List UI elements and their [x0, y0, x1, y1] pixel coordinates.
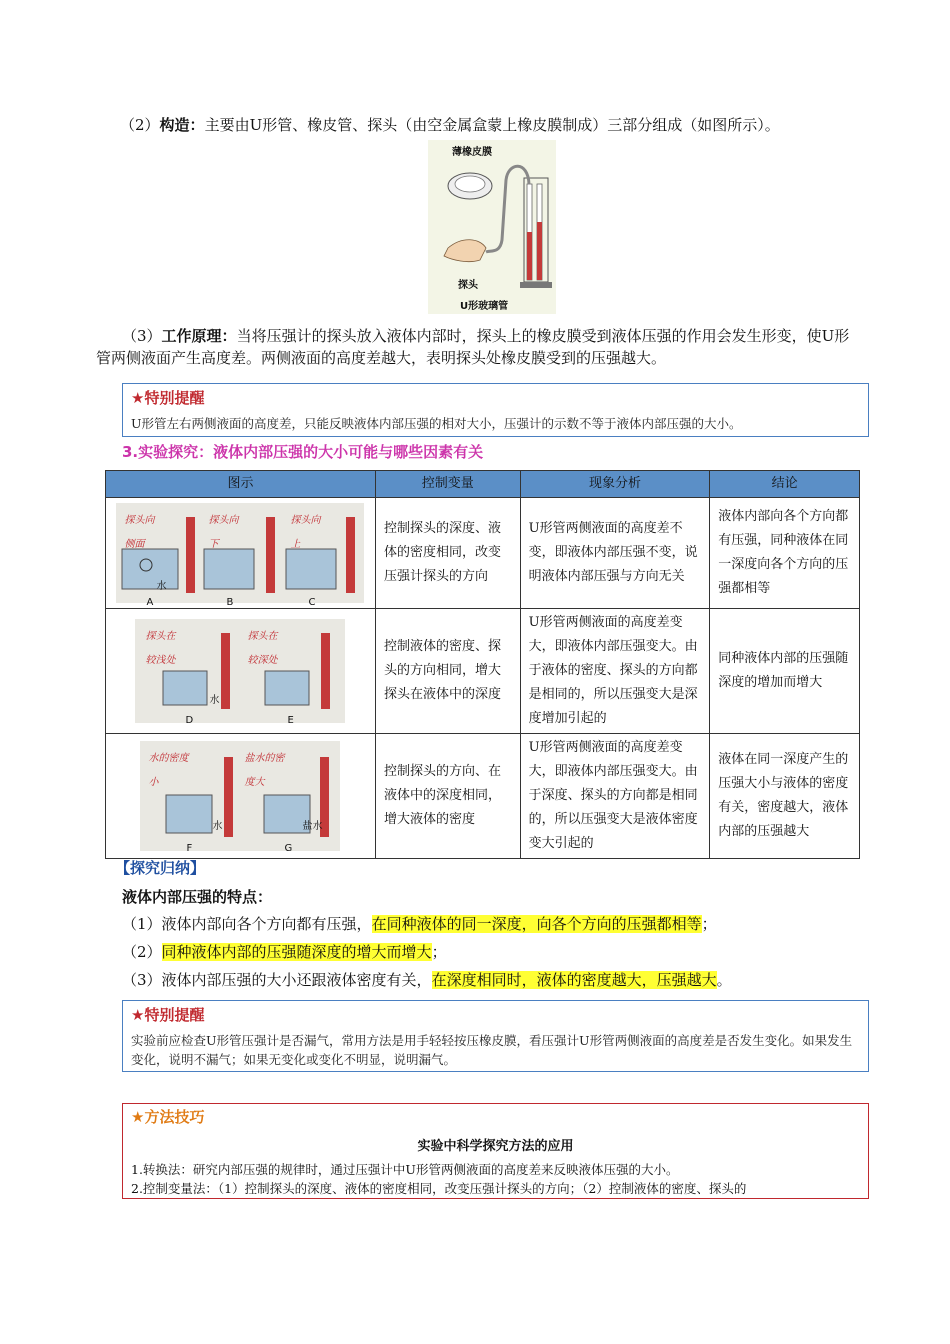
variable-cell: 控制液体的密度、探头的方向相同，增大探头在液体中的深度: [375, 609, 520, 734]
figure-note: 盐水的密度大: [244, 753, 285, 788]
figure-label: B: [226, 597, 234, 608]
water-label: 水: [212, 821, 223, 832]
reminder-title: ★特别提醒: [131, 389, 205, 407]
pressure-gauge-illustration: [428, 140, 556, 314]
figure-note: 探头在较浅处: [145, 631, 176, 666]
highlight: 在同种液体的同一深度，向各个方向的压强都相等: [371, 915, 702, 933]
figure-label: E: [287, 715, 294, 726]
reminder-title: ★特别提醒: [131, 1006, 205, 1024]
special-reminder-box-2: [122, 1000, 869, 1072]
special-reminder-box-1: [122, 383, 869, 437]
conclusion-cell: 同种液体内部的压强随深度的增加而增大: [710, 609, 860, 734]
summary-item-3: （3）液体内部压强的大小还跟液体密度有关，在深度相同时，液体的密度越大，压强越大。: [122, 971, 732, 989]
structure-num: （2）: [120, 116, 160, 134]
method-title: ★方法技巧: [131, 1108, 205, 1126]
method-line-2: 2.控制变量法：（1）控制探头的深度、液体的密度相同，改变压强计探头的方向；（2）控制液体的密度、探头的: [131, 1181, 747, 1196]
salt-water-label: 盐水: [302, 821, 323, 832]
method-box: [122, 1103, 869, 1199]
analysis-cell: U形管两侧液面的高度差不变，即液体内部压强不变，说明液体内部压强与方向无关: [520, 498, 710, 609]
pressure-gauge-figure: [428, 140, 556, 314]
label-probe: 探头: [458, 280, 478, 291]
principle-num: （3）: [122, 327, 162, 345]
variable-cell: 控制探头的方向、在液体中的深度相同，增大液体的密度: [375, 734, 520, 859]
figure-label: F: [186, 843, 193, 854]
table-row: [106, 609, 860, 734]
variable-cell: 控制探头的深度、液体的密度相同，改变压强计探头的方向: [375, 498, 520, 609]
summary-heading: 液体内部压强的特点：: [122, 888, 273, 906]
figure-note: 探头向侧面: [124, 515, 155, 550]
label-membrane: 薄橡皮膜: [452, 147, 492, 158]
reminder-text: 实验前应检查U形管压强计是否漏气，常用方法是用手轻轻按压橡皮膜，看压强计U形管两侧液面的高度差是否发生变化。如果发生变化，说明不漏气；如果无变化或变化不明显，说明漏气。: [131, 1033, 853, 1067]
table-row: [106, 498, 860, 609]
table-header: 图示: [106, 471, 376, 498]
figure-note: 探头向下: [208, 515, 239, 550]
highlight: 同种液体内部的压强随深度的增大而增大: [161, 943, 432, 961]
section-3-title: 3.实验探究：液体内部压强的大小可能与哪些因素有关: [122, 443, 484, 461]
conclusion-cell: 液体在同一深度产生的压强大小与液体的密度有关，密度越大，液体内部的压强越大: [710, 734, 860, 859]
experiment-table: [105, 470, 860, 859]
structure-text: 主要由U形管、橡皮管、探头（由空金属盒蒙上橡皮膜制成）三部分组成（如图所示）。: [204, 116, 780, 134]
table-header-row: [106, 471, 860, 498]
summary-item-2: （2）同种液体内部的压强随深度的增大而增大；: [122, 943, 447, 961]
highlight: 在深度相同时，液体的密度越大，压强越大: [431, 971, 717, 989]
figure-label: A: [146, 597, 154, 608]
table-row: [106, 734, 860, 859]
analysis-cell: U形管两侧液面的高度差变大，即液体内部压强变大。由于液体的密度、探头的方向都是相同的，所以压强变大是深度增加引起的: [520, 609, 710, 734]
summary-item-1: （1）液体内部向各个方向都有压强，在同种液体的同一深度，向各个方向的压强都相等；: [122, 915, 717, 933]
figure-note: 探头在较深处: [247, 631, 278, 666]
table-header: 结论: [710, 471, 860, 498]
principle-text: 当将压强计的探头放入液体内部时，探头上的橡皮膜受到液体压强的作用会发生形变，使U形管两侧液面产生高度差。两侧液面的高度差越大，表明探头处橡皮膜受到的压强越大。: [96, 327, 850, 367]
structure-paragraph: [120, 114, 880, 136]
figure-label: G: [284, 843, 293, 854]
summary-tag: 【探究归纳】: [115, 859, 206, 877]
analysis-cell: U形管两侧液面的高度差变大，即液体内部压强变大。由于深度、探头的方向都是相同的，所以压强变大是液体密度变大引起的: [520, 734, 710, 859]
structure-label: 构造：: [159, 116, 205, 134]
method-line-1: 1.转换法：研究内部压强的规律时，通过压强计中U形管两侧液面的高度差来反映液体压强的大小。: [131, 1162, 679, 1177]
conclusion-cell: 液体内部向各个方向都有压强，同种液体在同一深度向各个方向的压强都相等: [710, 498, 860, 609]
figure-label: C: [308, 597, 316, 608]
water-label: 水: [156, 581, 167, 592]
figure-de: [135, 619, 345, 726]
table-header: 现象分析: [520, 471, 710, 498]
method-heading: 实验中科学探究方法的应用: [417, 1139, 574, 1154]
principle-paragraph: [96, 325, 862, 369]
table-header: 控制变量: [375, 471, 520, 498]
figure-fg: [140, 741, 340, 854]
figure-note: 探头向上: [290, 515, 321, 550]
reminder-text: U形管左右两侧液面的高度差，只能反映液体内部压强的相对大小，压强计的示数不等于液体内部压强的大小。: [131, 416, 742, 431]
figure-abc: [116, 503, 364, 608]
figure-label: D: [185, 715, 194, 726]
figure-note: 水的密度小: [148, 753, 189, 788]
principle-label: 工作原理：: [161, 327, 237, 345]
label-u-tube: U形玻璃管: [460, 301, 509, 312]
water-label: 水: [209, 695, 220, 706]
